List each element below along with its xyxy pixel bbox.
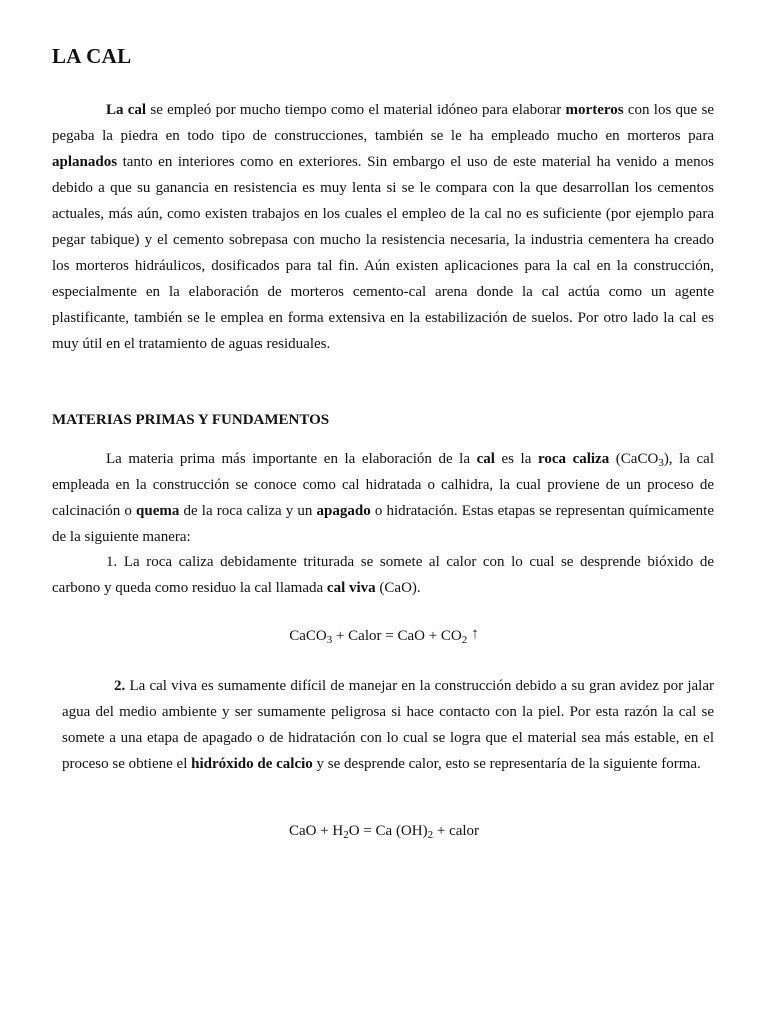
equation-text: + calor bbox=[433, 823, 480, 839]
section-heading: MATERIAS PRIMAS Y FUNDAMENTOS bbox=[52, 412, 330, 428]
arrow-up-icon: ↑ bbox=[471, 626, 479, 642]
body-text: con los que se pegaba la piedra en todo tipo de construcciones, también se le ha empleado mucho en morteros para bbox=[52, 102, 714, 144]
subscript: 2 bbox=[343, 829, 349, 841]
body-text: y se desprende calor, esto se representaría de la siguiente forma. bbox=[312, 756, 701, 772]
step-2-paragraph bbox=[62, 673, 714, 777]
step-1-paragraph bbox=[52, 549, 714, 601]
bold-text: morteros bbox=[565, 102, 624, 118]
bold-text: apagado bbox=[316, 503, 371, 519]
subscript: 2 bbox=[427, 829, 434, 841]
body-text: La cal viva es sumamente difícil de manejar en la construcción debido a su gran avidez por jalar agua del medio ambiente y ser sumamente peligrosa si hace contacto con la piel. Por esta razón la cal se somete a una etapa de apagado o de hidratación con lo cual se logra que el material sea más estable, en el proceso se obtiene el bbox=[62, 678, 714, 772]
bold-text: aplanados bbox=[52, 154, 118, 170]
bold-text: cal bbox=[476, 451, 495, 467]
bold-text: quema bbox=[136, 503, 180, 519]
intro-paragraph bbox=[52, 97, 714, 357]
equation-text: CaCO bbox=[289, 628, 327, 644]
raw-materials-paragraph bbox=[52, 446, 714, 550]
subscript: 3 bbox=[658, 457, 664, 469]
body-text: 1. La roca caliza debidamente triturada se somete al calor con lo cual se desprende bióxido de carbono y queda como residuo la cal llamada bbox=[52, 554, 714, 596]
body-text: ), la cal empleada en la construcción se conoce como cal hidratada o calhidra, la cual proviene de un proceso de calcinación o bbox=[52, 451, 715, 519]
body-text: se empleó por mucho tiempo como el material idóneo para elaborar bbox=[146, 102, 566, 118]
hydration-equation bbox=[0, 823, 768, 840]
body-text: (CaCO bbox=[609, 451, 659, 467]
body-text: tanto en interiores como en exteriores. Sin embargo el uso de este material ha venido a menos debido a que su ganancia en resistencia es muy lenta si se le compara con la que desarrollan los cementos actuales, más aún, como existen trabajos en los cuales el empleo de la cal no es suficiente (por ejemplo para pegar tabique) y el cemento sobrepasa con mucho la resistencia necesaria, la industria cementera ha creado los morteros hidráulicos, dosificados para tal fin. Aún existen aplicaciones para la cal en la construcción, especialmente en la elaboración de morteros cemento-cal arena donde la cal actúa como un agente plastificante, también se le emplea en forma extensiva en la estabilización de suelos. Por otro lado la cal es muy útil en el tratamiento de aguas residuales. bbox=[52, 154, 714, 352]
equation-text: + Calor = CaO + CO bbox=[332, 628, 462, 644]
subscript: 2 bbox=[461, 634, 468, 646]
bold-text: cal viva bbox=[326, 580, 376, 596]
bold-text: roca caliza bbox=[537, 451, 610, 467]
calcination-equation bbox=[0, 626, 768, 645]
body-text: (CaO). bbox=[375, 580, 421, 596]
body-text: de la roca caliza y un bbox=[179, 503, 317, 519]
subscript: 3 bbox=[326, 634, 333, 646]
page-title: LA CAL bbox=[52, 44, 132, 68]
equation-text: O = Ca (OH) bbox=[348, 823, 428, 839]
body-text: La materia prima más importante en la elaboración de la bbox=[106, 451, 477, 467]
bold-text: 2. bbox=[114, 678, 126, 694]
bold-text: hidróxido de calcio bbox=[191, 756, 313, 772]
bold-text: La cal bbox=[106, 102, 147, 118]
body-text: o hidratación. Estas etapas se representan químicamente de la siguiente manera: bbox=[52, 503, 715, 545]
body-text: es la bbox=[494, 451, 538, 467]
equation-text: CaO + H bbox=[288, 823, 344, 839]
